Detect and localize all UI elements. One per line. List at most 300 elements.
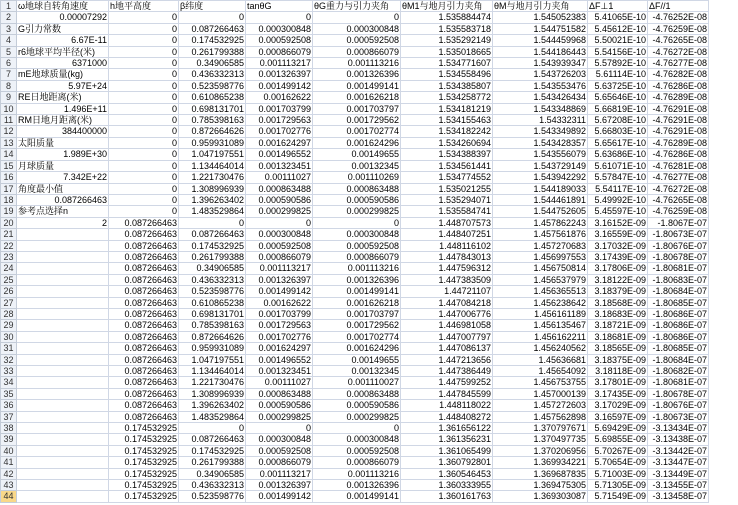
cell[interactable]: 3.17806E-09 <box>588 263 648 274</box>
cell[interactable]: 0 <box>109 58 179 69</box>
cell[interactable]: 0.000300848 <box>313 229 401 240</box>
cell[interactable]: 5.45597E-10 <box>588 206 648 217</box>
cell[interactable]: 0 <box>109 183 179 194</box>
cell[interactable]: 0.001326396 <box>313 69 401 80</box>
cell[interactable]: mE地球质量(kg) <box>17 69 109 80</box>
cell[interactable]: 1.534258772 <box>401 92 493 103</box>
cell[interactable]: 0 <box>313 12 401 23</box>
cell[interactable]: 1.45654092 <box>493 366 588 377</box>
cell[interactable]: 1.448116102 <box>401 240 493 251</box>
cell[interactable]: 1.446981058 <box>401 320 493 331</box>
cell[interactable]: 0.000592508 <box>246 35 313 46</box>
cell[interactable]: 0.087266463 <box>109 343 179 354</box>
row-header[interactable]: 32 <box>1 354 17 365</box>
cell[interactable]: RE日地距离(米) <box>17 92 109 103</box>
cell[interactable]: 0 <box>109 194 179 205</box>
cell[interactable]: 1.456238642 <box>493 297 588 308</box>
row-header[interactable]: 30 <box>1 331 17 342</box>
cell[interactable]: 1.543726203 <box>493 69 588 80</box>
row-header[interactable]: 14 <box>1 149 17 160</box>
cell[interactable]: 0 <box>109 206 179 217</box>
cell[interactable]: RM日地月距离(米) <box>17 115 109 126</box>
row-header[interactable]: 36 <box>1 400 17 411</box>
cell[interactable]: r6地球平均半径(米) <box>17 46 109 57</box>
cell[interactable]: 0.087266463 <box>109 354 179 365</box>
cell[interactable]: 0.00149655 <box>313 354 401 365</box>
cell[interactable]: 0.001496552 <box>246 354 313 365</box>
cell[interactable]: 1.370797671 <box>493 423 588 434</box>
cell[interactable]: 0.087266463 <box>109 251 179 262</box>
cell[interactable]: -4.76291E-08 <box>648 103 709 114</box>
cell[interactable]: 1.360792801 <box>401 457 493 468</box>
cell[interactable]: 1.457270683 <box>493 240 588 251</box>
cell[interactable]: 1.535584741 <box>401 206 493 217</box>
cell[interactable] <box>17 388 109 399</box>
cell[interactable]: -3.13449E-07 <box>648 468 709 479</box>
cell[interactable]: 0.000592508 <box>313 240 401 251</box>
cell[interactable]: 0 <box>109 160 179 171</box>
cell[interactable]: 0.087266463 <box>109 366 179 377</box>
cell[interactable]: 5.61114E-10 <box>588 69 648 80</box>
cell[interactable]: 3.18379E-09 <box>588 286 648 297</box>
cell[interactable]: 0 <box>109 35 179 46</box>
cell[interactable]: 0 <box>246 217 313 228</box>
cell[interactable]: 3.18375E-09 <box>588 354 648 365</box>
column-header-cell[interactable]: ΔF//1 <box>648 1 709 12</box>
row-header[interactable]: 1 <box>1 1 17 12</box>
cell[interactable]: 3.17032E-09 <box>588 240 648 251</box>
cell[interactable]: 0.001326396 <box>313 480 401 491</box>
cell[interactable]: 0.001703799 <box>246 308 313 319</box>
cell[interactable]: 1.447386449 <box>401 366 493 377</box>
row-header[interactable]: 7 <box>1 69 17 80</box>
cell[interactable]: 0 <box>179 12 246 23</box>
cell[interactable]: 0.087266463 <box>109 331 179 342</box>
cell[interactable]: 0.698131701 <box>179 308 246 319</box>
cell[interactable]: 1.457862243 <box>493 217 588 228</box>
cell[interactable]: 0.000866079 <box>313 457 401 468</box>
row-header[interactable]: 15 <box>1 160 17 171</box>
cell[interactable] <box>17 468 109 479</box>
row-header[interactable]: 21 <box>1 229 17 240</box>
cell[interactable]: 0 <box>109 115 179 126</box>
cell[interactable]: 5.71549E-09 <box>588 491 648 502</box>
cell[interactable]: 0.001323451 <box>246 160 313 171</box>
cell[interactable] <box>17 377 109 388</box>
cell[interactable]: 0.001110269 <box>313 172 401 183</box>
cell[interactable]: 1.544752605 <box>493 206 588 217</box>
cell[interactable]: 1.447596312 <box>401 263 493 274</box>
cell[interactable]: 0.001729562 <box>313 115 401 126</box>
cell[interactable]: 0.00007292 <box>17 12 109 23</box>
cell[interactable]: 1.456537979 <box>493 274 588 285</box>
cell[interactable]: 1.457562898 <box>493 411 588 422</box>
cell[interactable]: -1.80676E-07 <box>648 240 709 251</box>
cell[interactable]: 1.45636681 <box>493 354 588 365</box>
cell[interactable]: 0.001499142 <box>246 491 313 502</box>
cell[interactable]: 1.54332311 <box>493 115 588 126</box>
cell[interactable]: 0.785398163 <box>179 320 246 331</box>
cell[interactable]: 0.000299825 <box>313 206 401 217</box>
cell[interactable] <box>17 457 109 468</box>
row-header[interactable]: 34 <box>1 377 17 388</box>
cell[interactable]: 1.448707573 <box>401 217 493 228</box>
cell[interactable]: 0.000866079 <box>313 46 401 57</box>
cell[interactable]: 2 <box>17 217 109 228</box>
cell[interactable]: -1.80673E-07 <box>648 229 709 240</box>
cell[interactable]: 0.000592508 <box>313 35 401 46</box>
row-header[interactable]: 43 <box>1 480 17 491</box>
cell[interactable]: 0.001702774 <box>313 331 401 342</box>
cell[interactable]: 0.00162622 <box>246 297 313 308</box>
cell[interactable]: 0.959931089 <box>179 343 246 354</box>
cell[interactable]: 1.456750814 <box>493 263 588 274</box>
row-header[interactable]: 22 <box>1 240 17 251</box>
cell[interactable]: 0.698131701 <box>179 103 246 114</box>
cell[interactable]: 0.00132345 <box>313 366 401 377</box>
cell[interactable]: 1.535021255 <box>401 183 493 194</box>
cell[interactable]: 3.17029E-09 <box>588 400 648 411</box>
cell[interactable]: -1.80686E-07 <box>648 308 709 319</box>
cell[interactable]: 1.534774552 <box>401 172 493 183</box>
cell[interactable]: G引力常数 <box>17 23 109 34</box>
cell[interactable]: -4.76289E-08 <box>648 92 709 103</box>
cell[interactable]: 1.396263402 <box>179 194 246 205</box>
row-header[interactable]: 13 <box>1 137 17 148</box>
cell[interactable]: 0.001729563 <box>246 115 313 126</box>
cell[interactable]: 5.54117E-10 <box>588 183 648 194</box>
cell[interactable]: 5.41065E-10 <box>588 12 648 23</box>
cell[interactable]: 0 <box>109 126 179 137</box>
cell[interactable]: 0.174532925 <box>109 423 179 434</box>
cell[interactable]: 1.360546453 <box>401 468 493 479</box>
cell[interactable]: 1.448408272 <box>401 411 493 422</box>
cell[interactable]: 0.000590586 <box>313 194 401 205</box>
cell[interactable]: 0.000863488 <box>246 388 313 399</box>
column-header-cell[interactable]: h地平高度 <box>109 1 179 12</box>
cell[interactable]: 1.448407251 <box>401 229 493 240</box>
cell[interactable]: 1.534181219 <box>401 103 493 114</box>
cell[interactable]: -4.76265E-08 <box>648 35 709 46</box>
cell[interactable]: 5.69429E-09 <box>588 423 648 434</box>
cell[interactable]: 5.49992E-10 <box>588 194 648 205</box>
cell[interactable]: 0.001496552 <box>246 149 313 160</box>
cell[interactable]: 0.174532925 <box>109 457 179 468</box>
cell[interactable]: 5.63725E-10 <box>588 80 648 91</box>
row-header[interactable]: 33 <box>1 366 17 377</box>
cell[interactable]: 0.001499141 <box>313 286 401 297</box>
cell[interactable]: 1.447845599 <box>401 388 493 399</box>
cell[interactable]: 5.71305E-09 <box>588 480 648 491</box>
cell[interactable]: 0.001729563 <box>246 320 313 331</box>
cell[interactable]: 0.174532925 <box>109 445 179 456</box>
cell[interactable]: 3.17439E-09 <box>588 251 648 262</box>
row-header[interactable]: 11 <box>1 115 17 126</box>
cell[interactable]: 0.174532925 <box>179 240 246 251</box>
cell[interactable]: -1.80685E-07 <box>648 297 709 308</box>
cell[interactable] <box>17 331 109 342</box>
cell[interactable]: 0.00111027 <box>246 172 313 183</box>
row-header[interactable]: 2 <box>1 12 17 23</box>
row-header[interactable]: 4 <box>1 35 17 46</box>
cell[interactable]: 0.001702776 <box>246 331 313 342</box>
cell[interactable]: 1.447599252 <box>401 377 493 388</box>
cell[interactable]: 1.457000139 <box>493 388 588 399</box>
cell[interactable]: 1.543553476 <box>493 80 588 91</box>
cell[interactable]: 0.436332313 <box>179 274 246 285</box>
row-header[interactable]: 42 <box>1 468 17 479</box>
cell[interactable] <box>17 286 109 297</box>
cell[interactable]: 0.34906585 <box>179 263 246 274</box>
cell[interactable]: -3.13458E-07 <box>648 491 709 502</box>
cell[interactable]: 0.001703797 <box>313 308 401 319</box>
cell[interactable]: 0.000866079 <box>313 251 401 262</box>
cell[interactable]: 3.17801E-09 <box>588 377 648 388</box>
cell[interactable]: 0.174532925 <box>109 434 179 445</box>
cell[interactable]: 0 <box>109 80 179 91</box>
cell[interactable]: 0.001113217 <box>246 58 313 69</box>
cell[interactable]: -1.80684E-07 <box>648 286 709 297</box>
cell[interactable]: 0.001113216 <box>313 468 401 479</box>
cell[interactable]: -4.76286E-08 <box>648 149 709 160</box>
cell[interactable]: -4.76252E-08 <box>648 12 709 23</box>
cell[interactable]: 0.174532925 <box>109 468 179 479</box>
row-header[interactable]: 10 <box>1 103 17 114</box>
cell[interactable] <box>17 308 109 319</box>
cell[interactable]: 1.483529864 <box>179 411 246 422</box>
row-header[interactable]: 35 <box>1 388 17 399</box>
cell[interactable]: -1.80686E-07 <box>648 331 709 342</box>
cell[interactable]: -4.76282E-08 <box>648 69 709 80</box>
cell[interactable]: -1.80673E-07 <box>648 411 709 422</box>
cell[interactable]: 1.534182242 <box>401 126 493 137</box>
cell[interactable]: 0.610865238 <box>179 92 246 103</box>
row-header[interactable]: 25 <box>1 274 17 285</box>
cell[interactable]: 1.534155463 <box>401 115 493 126</box>
column-header-cell[interactable]: θM1与地月引力夹角 <box>401 1 493 12</box>
row-header[interactable]: 19 <box>1 206 17 217</box>
column-header-cell[interactable]: θG重力与引力夹角 <box>313 1 401 12</box>
cell[interactable]: 0.001323451 <box>246 366 313 377</box>
cell[interactable]: 太阳质量 <box>17 137 109 148</box>
cell[interactable]: 3.18683E-09 <box>588 308 648 319</box>
cell[interactable]: 1.447084218 <box>401 297 493 308</box>
cell[interactable]: 1.456240562 <box>493 343 588 354</box>
cell[interactable]: 0.001499141 <box>313 491 401 502</box>
cell[interactable]: 384400000 <box>17 126 109 137</box>
row-header[interactable]: 26 <box>1 286 17 297</box>
cell[interactable]: 0.001113216 <box>313 58 401 69</box>
cell[interactable]: 0.174532925 <box>109 491 179 502</box>
cell[interactable]: 3.17435E-09 <box>588 388 648 399</box>
cell[interactable]: 1.535884474 <box>401 12 493 23</box>
row-header[interactable]: 27 <box>1 297 17 308</box>
cell[interactable]: 角度最小值 <box>17 183 109 194</box>
cell[interactable]: 0.000866079 <box>246 251 313 262</box>
cell[interactable]: 5.67208E-10 <box>588 115 648 126</box>
cell[interactable]: 1.447086137 <box>401 343 493 354</box>
cell[interactable]: 1.221730476 <box>179 377 246 388</box>
row-header[interactable]: 9 <box>1 92 17 103</box>
cell[interactable]: 1.535294071 <box>401 194 493 205</box>
cell[interactable]: 0.001729562 <box>313 320 401 331</box>
cell[interactable]: 0.001113216 <box>313 263 401 274</box>
cell[interactable]: 5.61071E-10 <box>588 160 648 171</box>
cell[interactable]: 0.261799388 <box>179 251 246 262</box>
cell[interactable]: 0.436332313 <box>179 69 246 80</box>
cell[interactable]: 0.000299825 <box>246 411 313 422</box>
cell[interactable]: 1.535583718 <box>401 23 493 34</box>
cell[interactable] <box>17 343 109 354</box>
cell[interactable]: 5.66803E-10 <box>588 126 648 137</box>
cell[interactable]: 0.785398163 <box>179 115 246 126</box>
cell[interactable]: 1.535292149 <box>401 35 493 46</box>
row-header[interactable]: 16 <box>1 172 17 183</box>
cell[interactable]: 1.047197551 <box>179 354 246 365</box>
row-header[interactable]: 41 <box>1 457 17 468</box>
cell[interactable]: 0.000592508 <box>313 445 401 456</box>
cell[interactable]: 0.174532925 <box>109 480 179 491</box>
cell[interactable]: 1.534558496 <box>401 69 493 80</box>
cell[interactable]: 0.087266463 <box>109 229 179 240</box>
cell[interactable]: 0.087266463 <box>17 194 109 205</box>
cell[interactable]: 0.34906585 <box>179 468 246 479</box>
cell[interactable]: 1.447007797 <box>401 331 493 342</box>
cell[interactable]: 0 <box>109 12 179 23</box>
cell[interactable]: 0 <box>179 217 246 228</box>
row-header[interactable]: 29 <box>1 320 17 331</box>
cell[interactable]: -3.13455E-07 <box>648 480 709 491</box>
column-header-cell[interactable]: ω地球自转角速度 <box>17 1 109 12</box>
cell[interactable]: 3.18568E-09 <box>588 297 648 308</box>
cell[interactable]: 1.535018665 <box>401 46 493 57</box>
cell[interactable]: 0.000299825 <box>313 411 401 422</box>
cell[interactable]: 3.18721E-09 <box>588 320 648 331</box>
row-header[interactable]: 37 <box>1 411 17 422</box>
cell[interactable]: 0 <box>313 217 401 228</box>
cell[interactable]: -3.13442E-07 <box>648 445 709 456</box>
cell[interactable]: 1.447383509 <box>401 274 493 285</box>
cell[interactable]: 3.18565E-09 <box>588 343 648 354</box>
cell[interactable]: 5.50021E-10 <box>588 35 648 46</box>
cell[interactable]: 5.71003E-09 <box>588 468 648 479</box>
cell[interactable]: 0.087266463 <box>109 388 179 399</box>
cell[interactable]: 0.174532925 <box>179 35 246 46</box>
cell[interactable]: 1.447006776 <box>401 308 493 319</box>
cell[interactable]: 1.308996939 <box>179 388 246 399</box>
cell[interactable]: 1.543428357 <box>493 137 588 148</box>
column-header-cell[interactable]: θM与地月引力夹角 <box>493 1 588 12</box>
cell[interactable] <box>17 263 109 274</box>
cell[interactable]: 1.543729149 <box>493 160 588 171</box>
cell[interactable]: 0.00132345 <box>313 160 401 171</box>
row-header[interactable]: 5 <box>1 46 17 57</box>
cell[interactable]: 3.16559E-09 <box>588 229 648 240</box>
cell[interactable]: -1.80684E-07 <box>648 354 709 365</box>
cell[interactable]: 1.543942292 <box>493 172 588 183</box>
row-header[interactable]: 44 <box>1 491 17 502</box>
cell[interactable]: 6371000 <box>17 58 109 69</box>
cell[interactable]: 1.483529864 <box>179 206 246 217</box>
cell[interactable]: 5.69855E-09 <box>588 434 648 445</box>
cell[interactable]: 0.087266463 <box>109 377 179 388</box>
row-header[interactable]: 39 <box>1 434 17 445</box>
cell[interactable]: 1.369475305 <box>493 480 588 491</box>
cell[interactable]: 1.361656122 <box>401 423 493 434</box>
cell[interactable]: 6.67E-11 <box>17 35 109 46</box>
cell[interactable]: 0.000866079 <box>246 457 313 468</box>
cell[interactable]: -1.80682E-07 <box>648 366 709 377</box>
cell[interactable]: 1.496E+11 <box>17 103 109 114</box>
cell[interactable]: 5.65617E-10 <box>588 137 648 148</box>
cell[interactable]: 0.001624296 <box>313 343 401 354</box>
cell[interactable]: 0.00162622 <box>246 92 313 103</box>
cell[interactable]: 1.989E+30 <box>17 149 109 160</box>
cell[interactable]: -4.76272E-08 <box>648 46 709 57</box>
column-header-cell[interactable]: tanθG <box>246 1 313 12</box>
cell[interactable]: 3.18122E-09 <box>588 274 648 285</box>
cell[interactable]: 1.534388397 <box>401 149 493 160</box>
cell[interactable]: -1.80686E-07 <box>648 320 709 331</box>
cell[interactable]: 1.544186443 <box>493 46 588 57</box>
row-header[interactable]: 23 <box>1 251 17 262</box>
cell[interactable]: 0.174532925 <box>179 445 246 456</box>
cell[interactable]: 5.70654E-09 <box>588 457 648 468</box>
cell[interactable]: 1.534260694 <box>401 137 493 148</box>
cell[interactable]: 3.18681E-09 <box>588 331 648 342</box>
cell[interactable]: -4.76277E-08 <box>648 172 709 183</box>
cell[interactable]: 0.001326396 <box>313 274 401 285</box>
column-header-cell[interactable]: ΔF⊥1 <box>588 1 648 12</box>
cell[interactable] <box>17 400 109 411</box>
cell[interactable]: 1.448118022 <box>401 400 493 411</box>
cell[interactable]: 0.001702776 <box>246 126 313 137</box>
cell[interactable]: 0.261799388 <box>179 46 246 57</box>
cell[interactable] <box>17 354 109 365</box>
cell[interactable]: 0.001499142 <box>246 80 313 91</box>
cell[interactable]: 1.545052383 <box>493 12 588 23</box>
cell[interactable]: 0.000592508 <box>246 240 313 251</box>
column-header-cell[interactable]: β纬度 <box>179 1 246 12</box>
cell[interactable]: 0.087266463 <box>109 411 179 422</box>
cell[interactable]: -4.76277E-08 <box>648 58 709 69</box>
cell[interactable]: 0.001702774 <box>313 126 401 137</box>
cell[interactable]: -1.80685E-07 <box>648 343 709 354</box>
cell[interactable] <box>17 366 109 377</box>
cell[interactable]: 0.087266463 <box>109 274 179 285</box>
cell[interactable]: -4.76272E-08 <box>648 183 709 194</box>
cell[interactable]: 5.66819E-10 <box>588 103 648 114</box>
cell[interactable]: 1.370497735 <box>493 434 588 445</box>
cell[interactable] <box>17 251 109 262</box>
cell[interactable]: -4.76265E-08 <box>648 194 709 205</box>
cell[interactable]: 0.001624296 <box>313 137 401 148</box>
cell[interactable]: 5.97E+24 <box>17 80 109 91</box>
cell[interactable]: 1.370206956 <box>493 445 588 456</box>
row-header[interactable]: 31 <box>1 343 17 354</box>
cell[interactable]: 1.544461891 <box>493 194 588 205</box>
row-header[interactable]: 18 <box>1 194 17 205</box>
cell[interactable]: 0.001326397 <box>246 274 313 285</box>
cell[interactable]: 1.221730476 <box>179 172 246 183</box>
cell[interactable]: 0.001326397 <box>246 480 313 491</box>
cell[interactable]: 1.308996939 <box>179 183 246 194</box>
cell[interactable] <box>17 240 109 251</box>
cell[interactable]: 0.523598776 <box>179 491 246 502</box>
cell[interactable]: 0.436332313 <box>179 480 246 491</box>
row-header[interactable]: 20 <box>1 217 17 228</box>
cell[interactable]: 0.34906585 <box>179 58 246 69</box>
